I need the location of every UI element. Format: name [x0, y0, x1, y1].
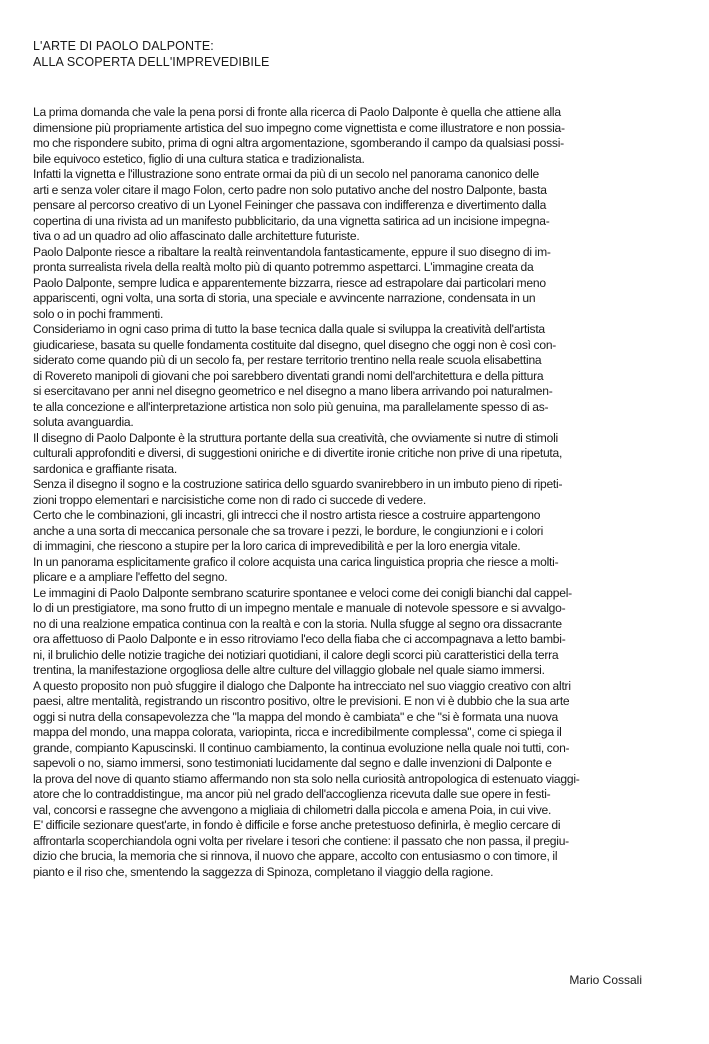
body-text-line: oggi si nutra della consapevolezza che "la mappa del mondo è cambiata" e che "si è formata una nuova: [33, 709, 559, 724]
body-text-line: dizio che brucia, la memoria che si rinnova, il nuovo che appare, accolto con entusiasmo o con timore, il: [33, 849, 558, 863]
body-text-line: E' difficile sezionare quest'arte, in fondo è difficile e forse anche pretestuoso definirla, è meglio cercare di: [33, 818, 561, 832]
body-text-line: bile equivoco estetico, figlio di una cultura statica e tradizionalista.: [33, 151, 365, 166]
body-text-line: di immagini, che riescono a stupire per la loro carica di imprevedibilità e per la loro energia vitale.: [33, 539, 521, 553]
body-text-line: zioni troppo elementari e narcisistiche come non di rado ci succede di vedere.: [33, 492, 427, 507]
title-line: L'ARTE DI PAOLO DALPONTE:: [33, 39, 214, 53]
body-text-line: A questo proposito non può sfuggire il dialogo che Dalponte ha intrecciato nel suo viaggio creativo con altri: [33, 678, 571, 693]
body-text-line: Paolo Dalponte riesce a ribaltare la realtà reinventandola fantasticamente, eppure il suo disegno di im-: [33, 244, 551, 259]
body-text-line: paesi, altre mentalità, registrando un riscontro positivo, oltre le previsioni. E non vi è dubbio che la sua arte: [33, 694, 570, 708]
body-text-line: dimensione più propriamente artistica del suo impegno come vignettista e come illustratore e non possia-: [33, 120, 565, 135]
body-text-line: te alla concezione e all'interpretazione artistica non solo più genuina, ma parallelamente spesso di as-: [33, 399, 549, 414]
body-text-line: trentina, la manifestazione orgogliosa delle altre culture del villaggio globale nel quale siamo immersi.: [33, 663, 545, 677]
body-text-line: culturali approfonditi e diversi, di suggestioni oniriche e di divertite ironie critiche non prive di una ripetuta,: [33, 446, 563, 460]
body-text-line: Il disegno di Paolo Dalponte è la struttura portante della sua creatività, che ovviamente si nutre di stimoli: [33, 430, 558, 445]
body-text-line: sardonica e graffiante risata.: [33, 461, 177, 476]
body-text-line: mo che rispondere subito, prima di ogni altra argomentazione, sgomberando il campo da qualsiasi possi-: [33, 136, 564, 150]
body-text-line: appariscenti, ogni volta, una sorta di storia, una speciale e avvincente narrazione, condensata in un: [33, 291, 536, 305]
title-line: ALLA SCOPERTA DELL'IMPREVEDIBILE: [33, 55, 270, 69]
body-text-line: In un panorama esplicitamente grafico il colore acquista una carica linguistica propria che riesce a molti-: [33, 554, 559, 569]
body-text-line: copertina di una rivista ad un manifesto pubblicitario, da una vignetta satirica ad un incisione impegna-: [33, 213, 550, 228]
body-text-line: giudicariese, basata su quelle fondamenta costituite dal disegno, quel disegno che oggi non è così con-: [33, 337, 557, 352]
body-text-line: soluta avanguardia.: [33, 415, 134, 429]
body-text-line: tiva o ad un quadro ad olio affascinato dalle architetture futuriste.: [33, 229, 360, 243]
body-text-line: Le immagini di Paolo Dalponte sembrano scaturire spontanee e veloci come dei conigli bianchi dal cappel-: [33, 585, 572, 600]
body-text-line: Paolo Dalponte, sempre ludica e apparentemente bizzarra, riesce ad estrapolare dai particolari meno: [33, 275, 546, 290]
body-text-line: atore che lo contraddistingue, ma ancor più nel grado dell'accoglienza ricevuta dalle sue opere in festi-: [33, 787, 551, 801]
body-text-line: mappa del mondo, una mappa colorata, variopinta, ricca e incredibilmente complessa", come ci spiega il: [33, 725, 562, 739]
body-text-line: sapevoli o no, siamo immersi, sono testimoniati lucidamente dal segno e dalle invenzioni di Dalponte e: [33, 756, 552, 770]
author-signature: Mario Cossali: [569, 973, 642, 987]
body-text-line: si esercitavano per anni nel disegno geometrico e nel disegno a mano libera arrivando poi naturalmen-: [33, 384, 553, 398]
body-text-line: pensare al percorso creativo di un Lyonel Feininger che passava con indifferenza e divertimento dalla: [33, 198, 547, 212]
body-text-line: la prova del nove di quanto stiamo affermando non sta solo nella curiosità antropologica di estenuato viaggi-: [33, 771, 580, 786]
body-text-line: arti e senza voler citare il mago Folon, certo padre non solo putativo anche del nostro Dalponte, basta: [33, 182, 547, 197]
body-text-line: La prima domanda che vale la pena porsi di fronte alla ricerca di Paolo Dalponte è quella che attiene alla: [33, 105, 561, 119]
body-text-line: pronta surrealista rivela della realtà molto più di quanto potremmo aspettarci. L'immagine creata da: [33, 260, 534, 274]
body-text-line: no di una realzione empatica continua con la realtà e con la storia. Nulla sfugge al segno ora dissacrante: [33, 616, 562, 631]
body-text-line: ni, il brulichio delle notizie tragiche dei notiziari quotidiani, il calore degli scorci più caratteristici della terra: [33, 647, 559, 662]
body-text-line: ora affettuoso di Paolo Dalponte e in esso ritroviamo l'eco della fiaba che ci accompagnava a letto bambi-: [33, 632, 566, 646]
body-text-line: plicare e a ampliare l'effetto del segno.: [33, 570, 228, 584]
body-text-line: solo o in pochi frammenti.: [33, 306, 164, 321]
body-text-line: Senza il disegno il sogno e la costruzione satirica dello sguardo svanirebbero in un imbuto pieno di ripeti-: [33, 477, 563, 491]
body-text-line: affrontarla scoperchiandola ogni volta per rivelare i tesori che contiene: il passato che non passa, il pregiu-: [33, 833, 569, 848]
body-text-line: di Rovereto manipoli di giovani che poi sarebbero diventati grandi nomi dell'architettura e della pittura: [33, 368, 544, 383]
article-title: [33, 38, 633, 70]
body-text-line: anche a una sorta di meccanica personale che sa trovare i pezzi, le bordure, le congiunzioni e i colori: [33, 523, 544, 538]
body-text-line: val, concorsi e rassegne che avvengono a migliaia di chilometri dalla piccola e amena Poia, in cui vive.: [33, 802, 552, 817]
body-text-line: Consideriamo in ogni caso prima di tutto la base tecnica dalla quale si sviluppa la creatività dell'artista: [33, 322, 545, 336]
body-text-line: Infatti la vignetta e l'illustrazione sono entrate ormai da più di un secolo nel panorama canonico delle: [33, 167, 539, 181]
body-text-line: pianto e il riso che, smentendo la saggezza di Spinoza, completano il viaggio della ragione.: [33, 864, 494, 879]
body-text-line: grande, compianto Kapuscinski. Il continuo cambiamento, la continua evoluzione nella quale noi tutti, con-: [33, 740, 570, 755]
body-text-line: siderato come quando più di un secolo fa, per restare territorio trentino nella reale scuola elisabettina: [33, 353, 542, 367]
body-text-line: Certo che le combinazioni, gli incastri, gli intrecci che il nostro artista riesce a costruire appartengono: [33, 508, 541, 522]
article-body: [33, 105, 648, 880]
body-text-line: lo di un prestigiatore, ma sono frutto di un impegno mentale e manuale di notevole spessore e si avvalgo-: [33, 601, 566, 615]
